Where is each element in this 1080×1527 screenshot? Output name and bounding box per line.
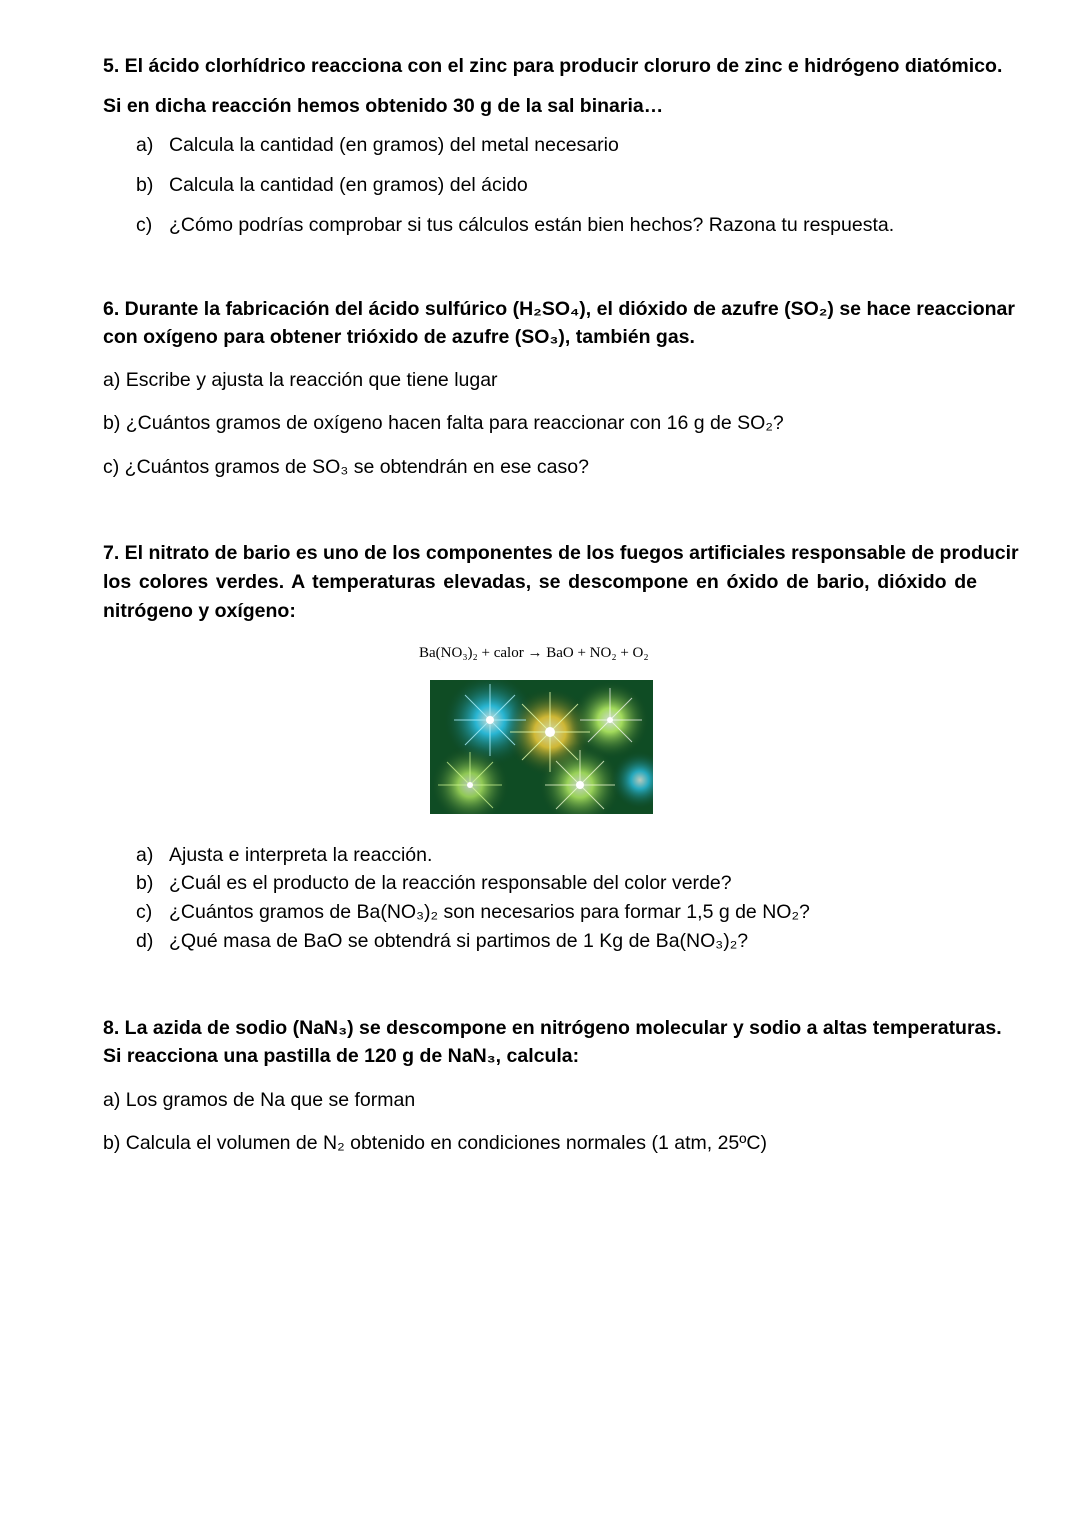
q7-item-c-text: ¿Cuántos gramos de Ba(NO₃)₂ son necesarios para formar 1,5 g de NO₂? <box>169 901 810 923</box>
reaction-equation: Ba(NO₃)₂ + calor → BaO + NO₂ + O₂ <box>419 645 649 661</box>
q6-stem-line-1: 6. Durante la fabricación del ácido sulfúrico (H₂SO₄), el dióxido de azufre (SO₂) se hace reaccionar <box>103 298 1015 320</box>
q8-item-a: a) Los gramos de Na que se forman <box>103 1089 416 1111</box>
q5-item-b <box>136 173 528 197</box>
q8-stem-line-2: Si reacciona una pastilla de 120 g de NaN₃, calcula: <box>103 1045 580 1067</box>
q7-item-d-text: ¿Qué masa de BaO se obtendrá si partimos de 1 Kg de Ba(NO₃)₂? <box>169 930 749 952</box>
q5-item-a-text: Calcula la cantidad (en gramos) del metal necesario <box>169 134 619 156</box>
q7-stem-line-2: los colores verdes. A temperaturas elevadas, se descompone en óxido de bario, dióxido de <box>103 571 977 593</box>
q7-item-c <box>136 900 810 924</box>
q7-stem-line-1: 7. El nitrato de bario es uno de los componentes de los fuegos artificiales responsable de producir <box>103 542 1019 564</box>
q6-item-a: a) Escribe y ajusta la reacción que tiene lugar <box>103 369 498 391</box>
q7-item-b <box>136 871 732 895</box>
fireworks-image <box>430 680 653 814</box>
q7-stem-line-3: nitrógeno y oxígeno: <box>103 600 296 622</box>
q5-item-c-text: ¿Cómo podrías comprobar si tus cálculos están bien hechos? Razona tu respuesta. <box>169 214 895 236</box>
q5-item-b-text: Calcula la cantidad (en gramos) del ácido <box>169 174 528 196</box>
q5-item-c-label: c) <box>136 214 153 236</box>
q5-stem-line-2: Si en dicha reacción hemos obtenido 30 g de la sal binaria… <box>103 95 664 117</box>
q6-item-b: b) ¿Cuántos gramos de oxígeno hacen falta para reaccionar con 16 g de SO₂? <box>103 412 784 434</box>
q7-item-b-label: b) <box>136 872 154 894</box>
q5-item-a <box>136 133 619 157</box>
q8-stem-line-1: 8. La azida de sodio (NaN₃) se descompone en nitrógeno molecular y sodio a altas temperaturas. <box>103 1017 1002 1039</box>
q5-item-a-label: a) <box>136 134 154 156</box>
q5-stem-line-1: 5. El ácido clorhídrico reacciona con el zinc para producir cloruro de zinc e hidrógeno diatómico. <box>103 55 1003 77</box>
q7-item-d <box>136 929 748 953</box>
q7-item-c-label: c) <box>136 901 153 923</box>
q7-item-d-label: d) <box>136 930 154 952</box>
q7-item-a <box>136 843 432 867</box>
q5-item-c <box>136 213 894 237</box>
q6-stem-line-2: con oxígeno para obtener trióxido de azufre (SO₃), también gas. <box>103 326 695 348</box>
fireworks-illustration <box>430 680 653 814</box>
q7-item-a-label: a) <box>136 844 154 866</box>
q8-item-b: b) Calcula el volumen de N₂ obtenido en condiciones normales (1 atm, 25ºC) <box>103 1132 767 1154</box>
q6-item-c: c) ¿Cuántos gramos de SO₃ se obtendrán en ese caso? <box>103 456 589 478</box>
q7-item-a-text: Ajusta e interpreta la reacción. <box>169 844 433 866</box>
q7-item-b-text: ¿Cuál es el producto de la reacción responsable del color verde? <box>169 872 732 894</box>
q5-item-b-label: b) <box>136 174 154 196</box>
